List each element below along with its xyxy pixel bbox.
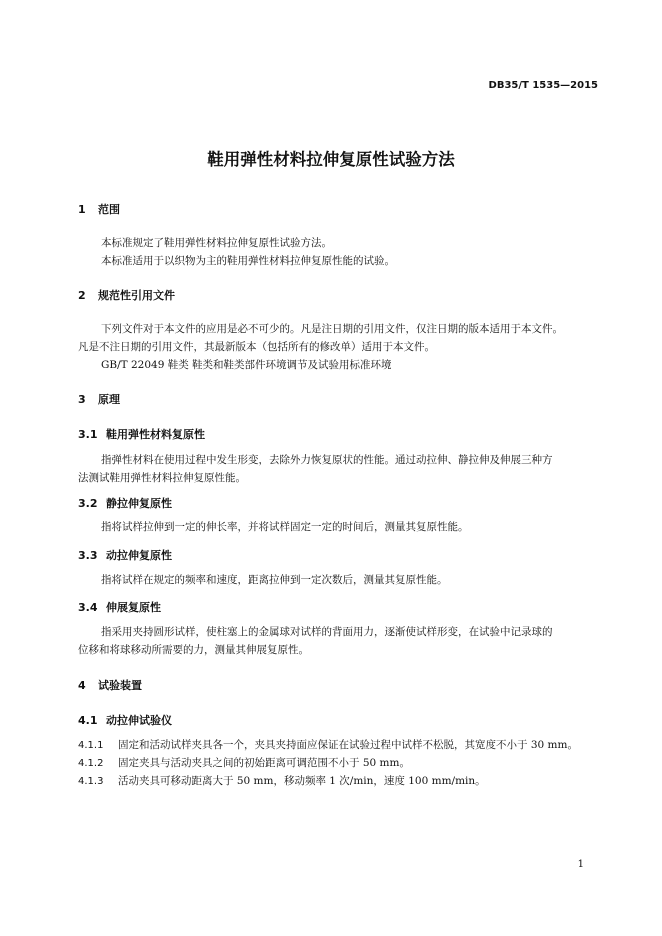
normative-reference: GB/T 22049 鞋类 鞋类和鞋类部件环境调节及试验用标准环境 bbox=[101, 359, 392, 371]
subsection-number: 3.2 bbox=[78, 497, 98, 510]
section-title: 规范性引用文件 bbox=[98, 289, 175, 302]
paragraph-line: 指将试样在规定的频率和速度，距离拉伸到一定次数后，测量其复原性能。 bbox=[101, 574, 448, 586]
section-title: 原理 bbox=[98, 393, 120, 406]
subsection-title: 鞋用弹性材料复原性 bbox=[106, 428, 205, 441]
subsection-title: 动拉伸试验仪 bbox=[106, 714, 172, 727]
subsection-title: 静拉伸复原性 bbox=[106, 497, 172, 510]
subsection-3-1-heading bbox=[78, 426, 205, 442]
clause-item bbox=[78, 755, 410, 770]
subsection-number: 3.1 bbox=[78, 428, 98, 441]
clause-item bbox=[78, 737, 578, 752]
section-number: 3 bbox=[78, 393, 86, 406]
page-number: 1 bbox=[577, 859, 584, 870]
document-title: 鞋用弹性材料拉伸复原性试验方法 bbox=[207, 150, 455, 169]
subsection-title: 伸展复原性 bbox=[106, 601, 161, 614]
paragraph-line: 指采用夹持圆形试样，使柱塞上的金属球对试样的背面用力，逐渐使试样形变，在试验中记录球的 bbox=[101, 626, 553, 638]
section-title: 范围 bbox=[98, 203, 120, 216]
section-2-heading bbox=[78, 287, 175, 303]
section-number: 4 bbox=[78, 679, 86, 692]
paragraph-line: 指弹性材料在使用过程中发生形变，去除外力恢复原状的性能。通过动拉伸、静拉伸及伸展三种方 bbox=[101, 454, 553, 466]
subsection-4-1-heading bbox=[78, 712, 172, 728]
paragraph-line: 凡是不注日期的引用文件，其最新版本（包括所有的修改单）适用于本文件。 bbox=[78, 341, 435, 353]
subsection-number: 3.3 bbox=[78, 549, 98, 562]
subsection-3-4-heading bbox=[78, 599, 161, 615]
section-3-heading bbox=[78, 391, 120, 407]
section-1-heading bbox=[78, 201, 120, 217]
paragraph-line: 法测试鞋用弹性材料拉伸复原性能。 bbox=[78, 472, 246, 484]
section-title: 试验装置 bbox=[98, 679, 142, 692]
subsection-3-2-heading bbox=[78, 495, 172, 511]
paragraph-line: 指将试样拉伸到一定的伸长率，并将试样固定一定的时间后，测量其复原性能。 bbox=[101, 521, 469, 533]
paragraph-line: 位移和将球移动所需要的力，测量其伸展复原性。 bbox=[78, 644, 309, 656]
subsection-title: 动拉伸复原性 bbox=[106, 549, 172, 562]
standard-code: DB35/T 1535—2015 bbox=[488, 80, 598, 91]
section-number: 1 bbox=[78, 203, 86, 216]
paragraph: 本标准规定了鞋用弹性材料拉伸复原性试验方法。 bbox=[101, 237, 332, 249]
section-4-heading bbox=[78, 677, 142, 693]
paragraph: 本标准适用于以织物为主的鞋用弹性材料拉伸复原性能的试验。 bbox=[101, 255, 395, 267]
subsection-number: 4.1 bbox=[78, 714, 98, 727]
clause-text: 固定和活动试样夹具各一个，夹具夹持面应保证在试验过程中试样不松脱，其宽度不小于 30 mm。 bbox=[118, 739, 578, 751]
section-number: 2 bbox=[78, 289, 86, 302]
clause-number: 4.1.2 bbox=[78, 758, 104, 769]
clause-number: 4.1.3 bbox=[78, 776, 104, 787]
clause-text: 活动夹具可移动距离大于 50 mm，移动频率 1 次/min，速度 100 mm/min。 bbox=[118, 775, 486, 787]
clause-number: 4.1.1 bbox=[78, 740, 104, 751]
subsection-number: 3.4 bbox=[78, 601, 98, 614]
clause-item bbox=[78, 773, 486, 788]
paragraph-line: 下列文件对于本文件的应用是必不可少的。凡是注日期的引用文件，仅注日期的版本适用于本文件。 bbox=[101, 323, 563, 335]
subsection-3-3-heading bbox=[78, 547, 172, 563]
clause-text: 固定夹具与活动夹具之间的初始距离可调范围不小于 50 mm。 bbox=[118, 757, 410, 769]
